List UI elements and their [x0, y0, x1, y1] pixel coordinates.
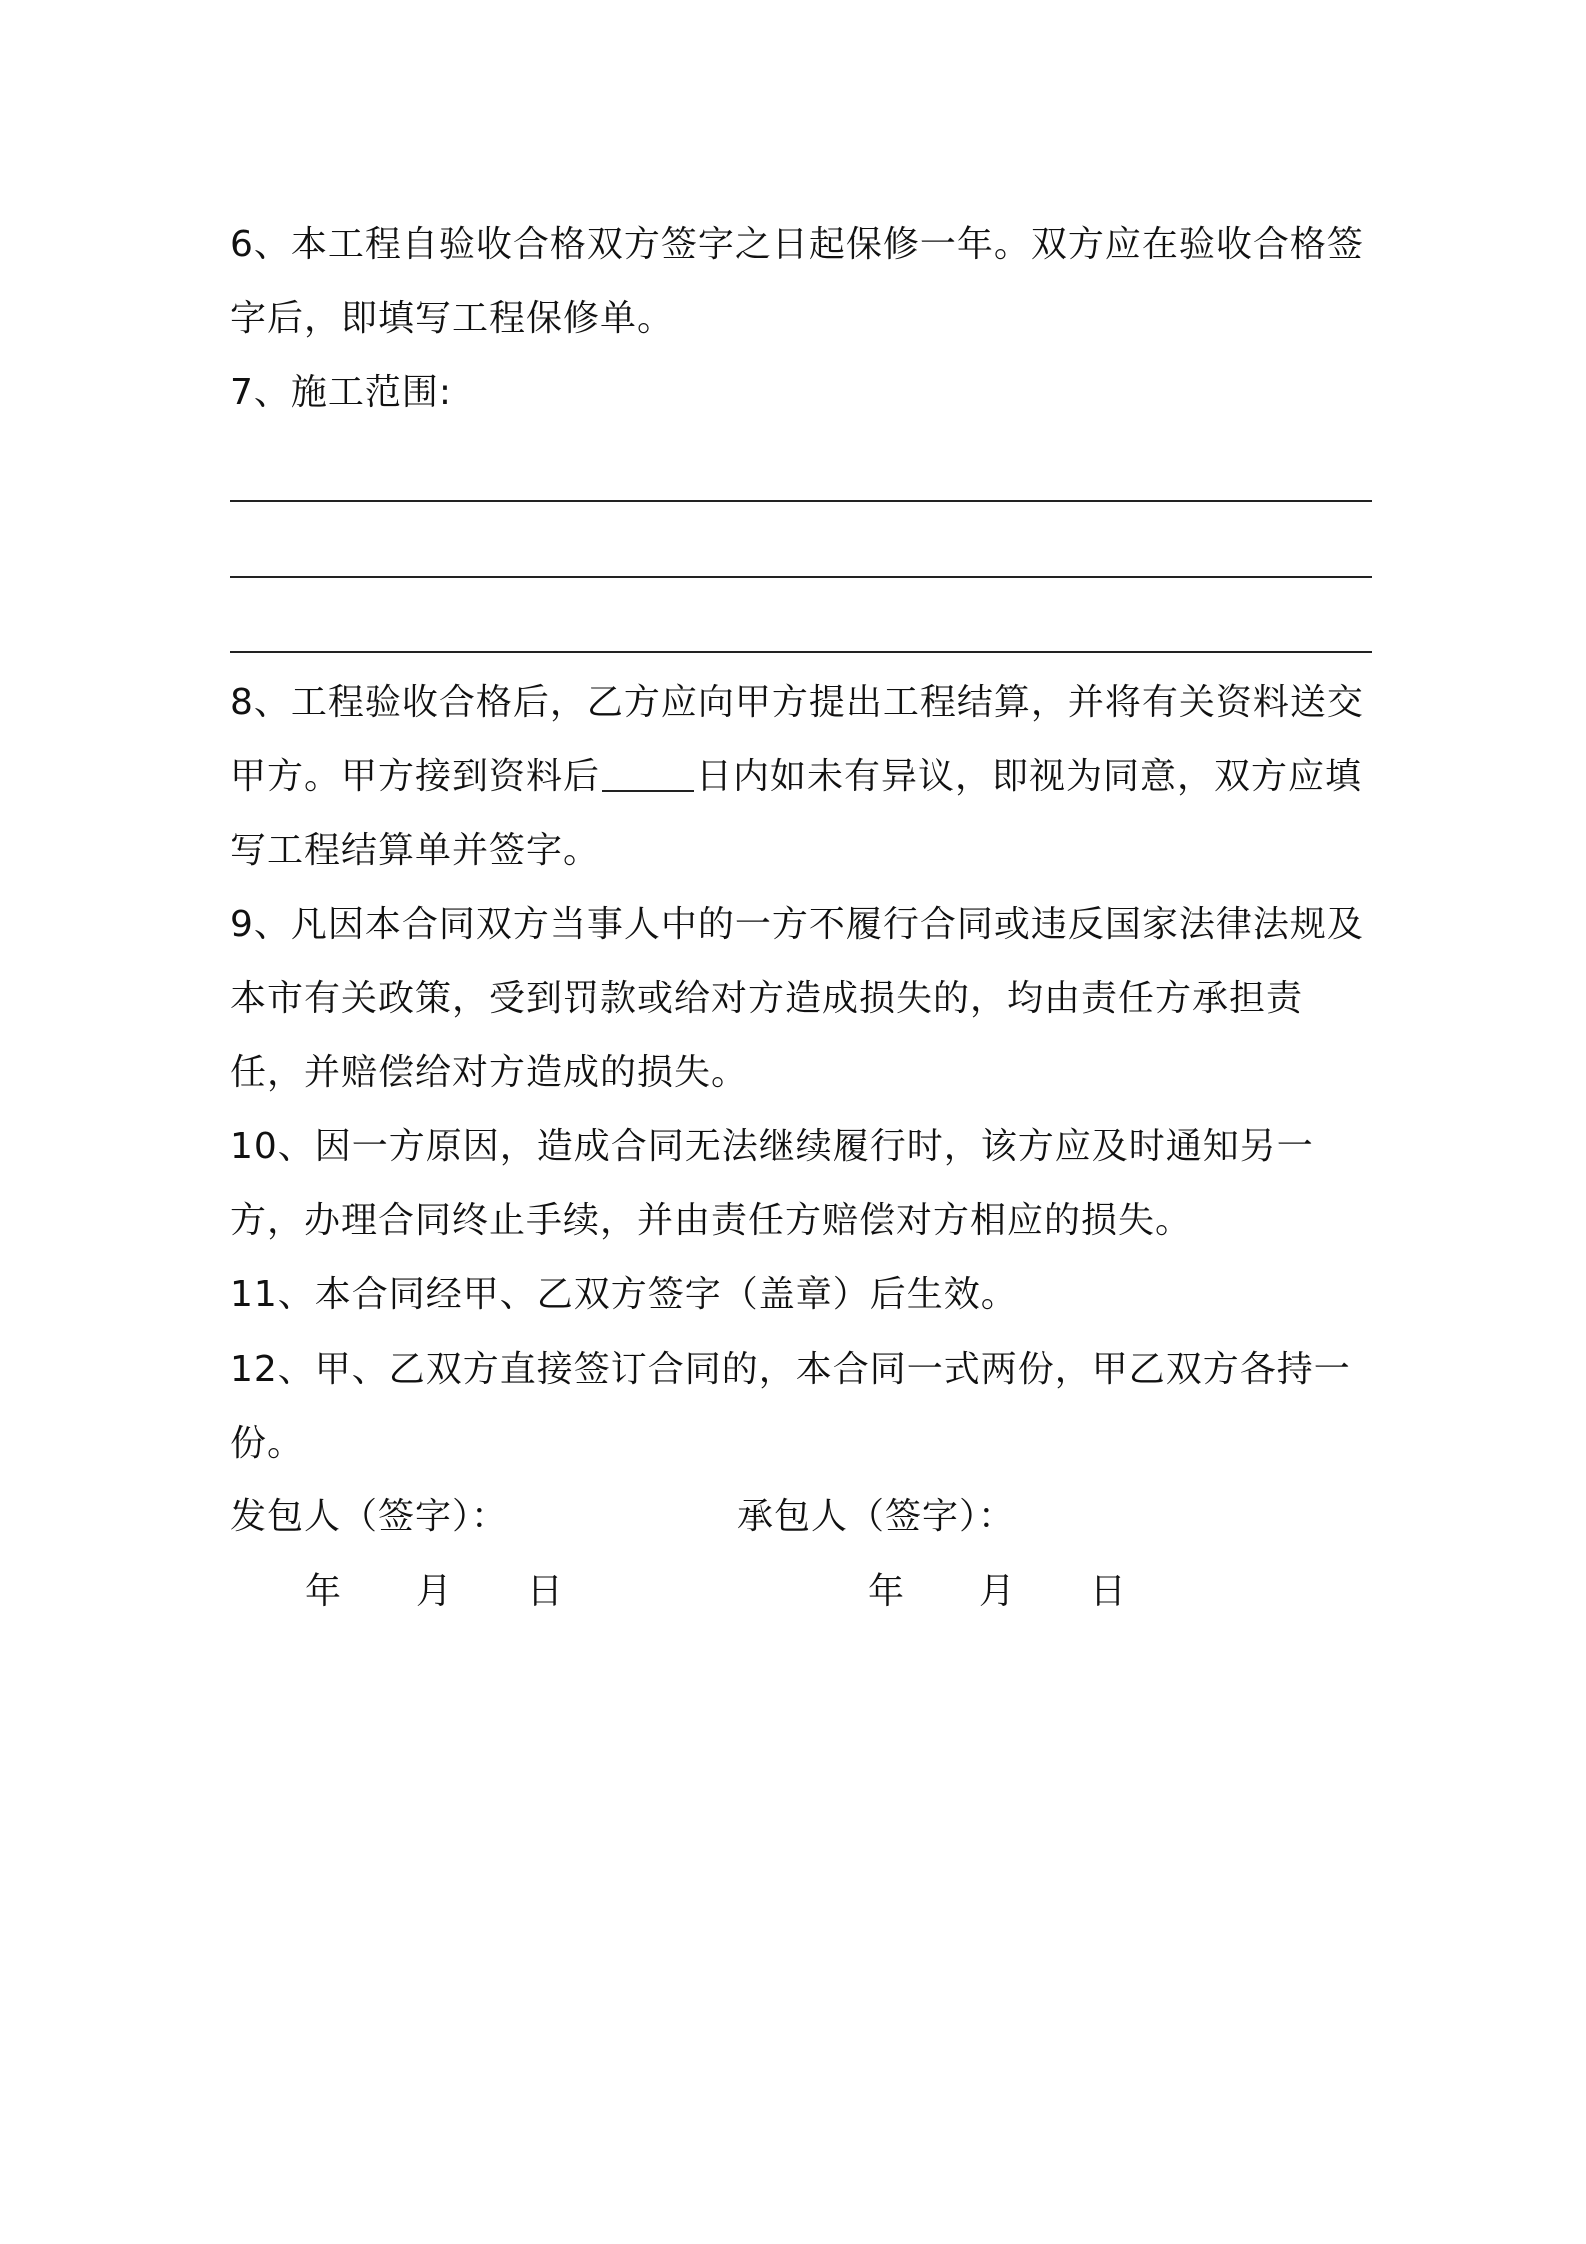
day-label: 日 — [526, 1571, 563, 1612]
days-blank-field — [602, 754, 694, 792]
clause-9: 9、凡因本合同双方当事人中的一方不履行合同或违反国家法律法规及本市有关政策，受到罚款或给对方造成损失的，均由责任方承担责任，并赔偿给对方造成的损失。 — [230, 904, 1364, 1093]
month-label: 月 — [415, 1571, 452, 1612]
clause-8-text-after-blank: 日内如未有异议，即视为同意，双方应填写工程结算单并签字。 — [230, 756, 1363, 871]
scope-blank-line — [230, 576, 1372, 578]
year-label: 年 — [868, 1571, 905, 1612]
clause-12: 12、甲、乙双方直接签订合同的，本合同一式两份，甲乙双方各持一份。 — [230, 1349, 1351, 1464]
clause-11: 11、本合同经甲、乙双方签字（盖章）后生效。 — [230, 1274, 1018, 1315]
clause-8 — [230, 666, 1372, 888]
day-label: 日 — [1089, 1571, 1126, 1612]
contractor-date — [868, 1555, 1126, 1629]
clause-6: 6、本工程自验收合格双方签字之日起保修一年。双方应在验收合格签字后，即填写工程保修单。 — [230, 224, 1364, 339]
clause-7: 7、施工范围: — [230, 372, 453, 413]
contractor-signature-label: 承包人（签字）： — [737, 1496, 1016, 1537]
scope-blank-line — [230, 651, 1372, 653]
year-label: 年 — [305, 1571, 342, 1612]
employer-signature-label: 发包人（签字）： — [230, 1496, 509, 1537]
employer-date — [305, 1555, 563, 1629]
month-label: 月 — [978, 1571, 1015, 1612]
clause-10: 10、因一方原因，造成合同无法继续履行时，该方应及时通知另一方，办理合同终止手续，并由责任方赔偿对方相应的损失。 — [230, 1126, 1314, 1241]
clause-8-text-before-blank: 8、工程验收合格后，乙方应向甲方提出工程结算，并将有关资料送交甲方。甲方接到资料后 — [230, 682, 1364, 797]
scope-blank-line — [230, 500, 1372, 502]
